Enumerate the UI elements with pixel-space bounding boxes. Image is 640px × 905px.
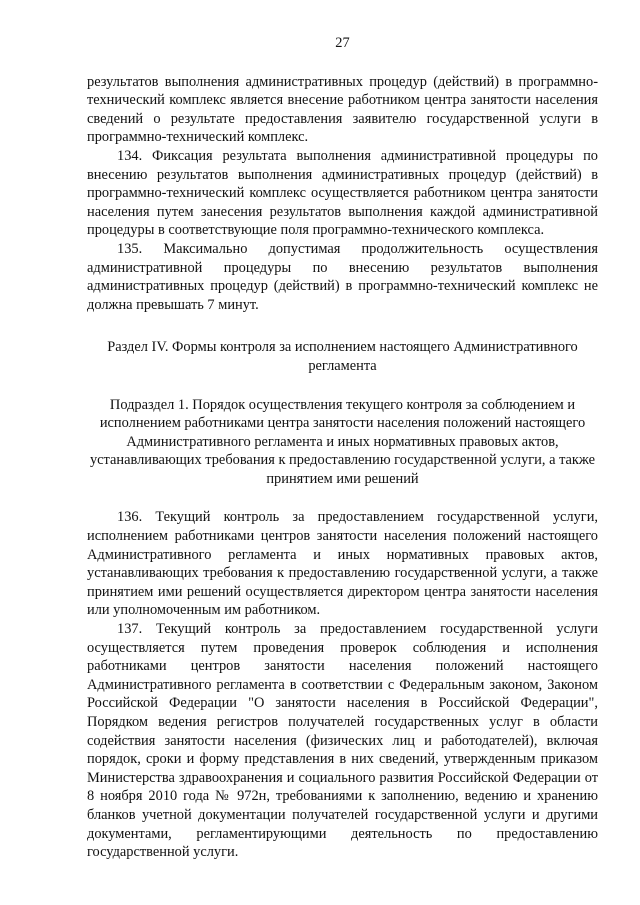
paragraph-137: 137. Текущий контроль за предоставлением государственной услуги осуществляется путем проведения проверок соблюдения и исполнения работниками центров занятости населения положений настоящего Административного регламента в соответствии с Федеральным законом, Законом Российской Федерации "О занятости населения в Российской Федерации", Порядком ведения регистров получателей государственных услуг в области содействия занятости населения (физических лиц и работодателей), включая порядок, сроки и форму представления в них сведений, утвержденным приказом Министерства здравоохранения и социального развития Российской Федерации от 8 ноября 2010 года № 972н, требованиями к заполнению, ведению и хранению бланков учетной документации получателей государственной услуги и другими документами, регламентирующими деятельность по предоставлению государственной услуги.: [87, 621, 598, 861]
paragraph-135: 135. Максимально допустимая продолжительность осуществления административной процедуры по внесению результатов выполнения административных процедур (действий) в программно-технический комплекс не должна превышать 7 минут.: [87, 240, 598, 313]
paragraph-continuation: результатов выполнения административных процедур (действий) в программно-технический комплекс является внесение работником центра занятости населения сведений о результате предоставления заявителю государственной услуги в программно-технический комплекс.: [87, 73, 598, 146]
paragraph-134: 134. Фиксация результата выполнения административной процедуры по внесению результатов выполнения административных процедур (действий) в программно-технический комплекс осуществляется работником центра занятости населения путем занесения результатов выполнения каждой административной процедуры в соответствующие поля программно-технического комплекса.: [87, 147, 598, 239]
section-title: Раздел IV. Формы контроля за исполнением настоящего Административного регламента: [107, 339, 578, 374]
page-number: 27: [335, 35, 350, 51]
subsection-title: Подраздел 1. Порядок осуществления текущего контроля за соблюдением и исполнением работниками центра занятости населения положений настоящего Административного регламента и иных нормативных правовых актов, устанавливающих требования к предоставлению государственной услуги, а также принятием ими решений: [89, 396, 596, 487]
paragraph-136: 136. Текущий контроль за предоставлением государственной услуги, исполнением работниками центров занятости населения положений настоящего Административного регламента и иных нормативных правовых актов, устанавливающих требования к предоставлению государственной услуги, а также принятием ими решений осуществляется директором центра занятости населения или уполномоченным им работником.: [87, 509, 598, 619]
